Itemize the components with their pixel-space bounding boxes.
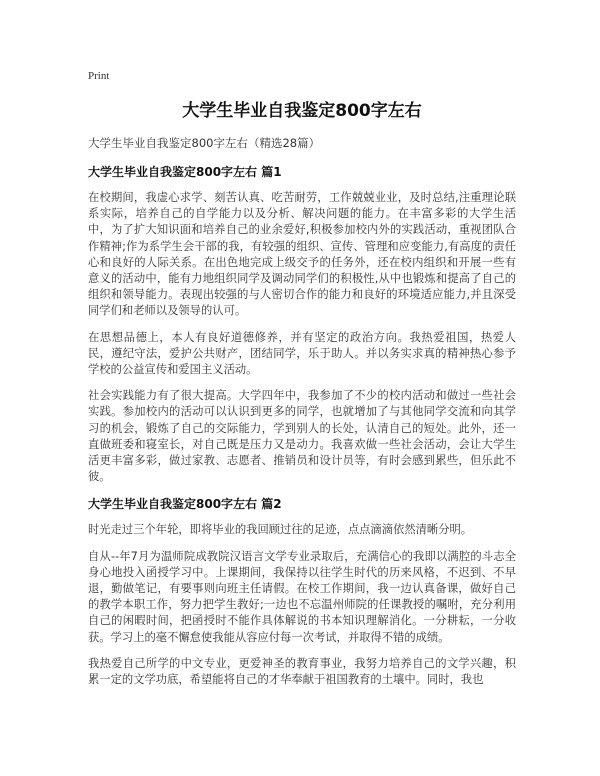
paragraph: 我热爱自己所学的中文专业，更爱神圣的教育事业，我努力培养自己的文学兴趣，积累一定的文学功底，希望能将自己的才华奉献于祖国教育的土壤中。同时，我也 [88,656,516,687]
paragraph: 在思想品德上，本人有良好道德修养，并有坚定的政治方向。我热爱祖国，热爱人民，遵纪守法，爱护公共财产，团结同学，乐于助人。并以务实求真的精神热心参予学校的公益宣传和爱国主义活动。 [88,330,516,377]
paragraph: 社会实践能力有了很大提高。大学四年中，我参加了不少的校内活动和做过一些社会实践。参加校内的活动可以认识到更多的同学，也就增加了与其他同学交流和向其学习的机会，锻炼了自己的交际能力，学到别人的长处，认清自己的短处。此外，还一直做班委和寝室长，对自己既是压力又是动力。我喜欢做一些社会活动，会让大学生活更丰富多彩，做过家教、志愿者、推销员和设计员等，有时会感到累些，但乐此不彼。 [88,389,516,484]
document-page [88,70,516,688]
document-title: 大学生毕业自我鉴定800字左右 [182,101,422,121]
document-subtitle: 大学生毕业自我鉴定800字左右（精选28篇） [88,136,321,150]
paragraph: 时光走过三个年轮，即将毕业的我回顾过往的足迹，点点滴滴依然清晰分明。 [88,523,473,537]
paragraph: 自从--年7月为温师院成教院汉语言文学专业录取后，充满信心的我即以满腔的斗志全身心地投入函授学习中。上课期间，我保持以往学生时代的历来风格，不迟到、不早退，勤做笔记，有要事则向班主任请假。在校工作期间，我一边认真备课，做好自己的教学本职工作，努力把学生教好;一边也不忘温州师院的任课教授的嘱咐，充分利用自己的闲暇时间，把函授时不能作具体解说的书本知识理解消化。一分耕耘，一分收获。学习上的毫不懈怠使我能从容应付每一次考试，并取得不错的成绩。 [88,549,516,644]
section-heading: 大学生毕业自我鉴定800字左右 篇1 [88,165,282,179]
print-label[interactable]: Print [88,70,110,82]
section-1 [88,163,516,485]
section-heading: 大学生毕业自我鉴定800字左右 篇2 [88,497,282,512]
section-2 [88,495,516,688]
paragraph: 在校期间，我虚心求学、刻苦认真、吃苦耐劳，工作兢兢业业，及时总结,注重理论联系实际，培养自己的自学能力以及分析、解决问题的能力。在丰富多彩的大学生活中，为了扩大知识面和培养自己的业余爱好,积极参加校内外的实践活动，重视团队合作精神;作为系学生会干部的我，有较强的组织、宣传、管理和应变能力,有高度的责任心和良好的人际关系。在出色地完成上级交予的任务外，还在校内组织和开展一些有意义的活动中，能有力地组织同学及调动同学们的积极性,从中也锻炼和提高了自己的组织和领导能力。表现出较强的与人密切合作的能力和良好的环境适应能力,并且深受同学们和老师以及领导的认可。 [88,191,516,318]
